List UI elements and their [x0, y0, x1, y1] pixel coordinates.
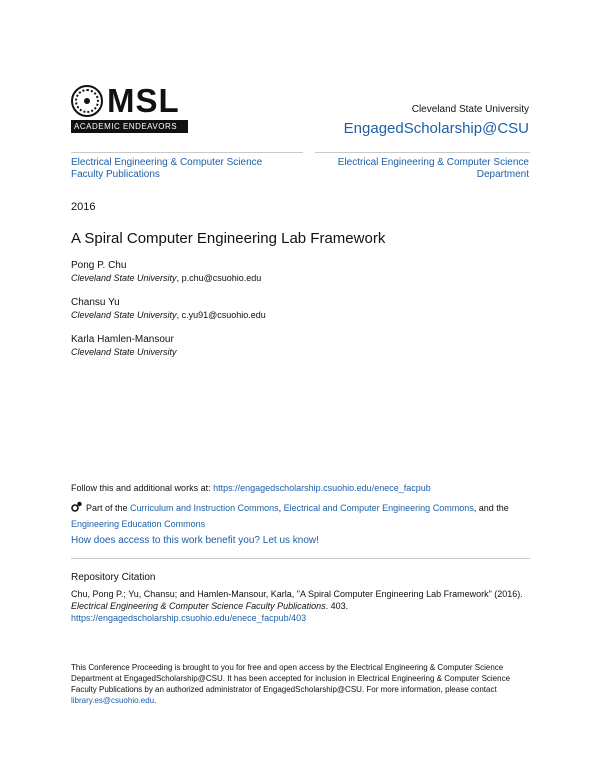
collection-link-right[interactable]: Electrical Engineering & Computer Science Department: [337, 157, 529, 180]
commons-link-curriculum[interactable]: Curriculum and Instruction Commons: [130, 503, 279, 513]
follow-line: [71, 480, 531, 496]
part-of-sep: ,: [278, 503, 284, 513]
citation-text: [71, 588, 531, 624]
divider-left: [71, 152, 303, 153]
author-email[interactable]: , p.chu@csuohio.edu: [176, 273, 262, 283]
commons-link-ece[interactable]: Electrical and Computer Engineering Commons: [283, 503, 474, 513]
author-block: [71, 259, 261, 285]
author-affiliation: [71, 346, 177, 359]
publication-year: 2016: [71, 201, 96, 213]
paper-title: A Spiral Computer Engineering Lab Framework: [71, 230, 386, 247]
author-name: Pong P. Chu: [71, 260, 127, 271]
citation-number: . 403.: [325, 601, 349, 611]
author-email[interactable]: , c.yu91@csuohio.edu: [176, 310, 266, 320]
part-of-line: [71, 500, 531, 532]
divider-citation: [71, 558, 530, 559]
repository-link[interactable]: EngagedScholarship@CSU: [343, 120, 529, 137]
author-name: Karla Hamlen-Mansour: [71, 334, 174, 345]
access-note-text: This Conference Proceeding is brought to you for free and open access by the Electrical Engineering & Computer Science Department at EngagedScholarship@CSU. It has been accepted for inclusion in Electrical Engineering & Computer Science Faculty Publications by an authorized administrator of EngagedScholarship@CSU. For more information, please contact: [71, 663, 511, 694]
author-institution: Cleveland State University: [71, 273, 177, 283]
share-icon: [71, 501, 83, 512]
author-institution: Cleveland State University: [71, 310, 177, 320]
access-note: [71, 662, 531, 706]
logo-mark: MSL: [107, 82, 180, 119]
citation-link[interactable]: https://engagedscholarship.csuohio.edu/enece_facpub/403: [71, 613, 307, 623]
access-note-end: .: [154, 696, 157, 705]
author-affiliation: [71, 272, 261, 285]
author-block: [71, 296, 266, 322]
part-of-sep: , and the: [473, 503, 509, 513]
author-block: [71, 333, 177, 359]
contact-email-link[interactable]: library.es@csuohio.edu: [71, 696, 155, 705]
author-institution: Cleveland State University: [71, 347, 177, 357]
collection-link-left[interactable]: Electrical Engineering & Computer Science Faculty Publications: [71, 157, 263, 180]
commons-link-engineering-education[interactable]: Engineering Education Commons: [71, 519, 206, 529]
citation-heading: Repository Citation: [71, 572, 156, 583]
msl-logo: [71, 84, 188, 136]
follow-text: Follow this and additional works at:: [71, 483, 214, 493]
logo-tagline: ACADEMIC ENDEAVORS: [71, 120, 188, 133]
author-name: Chansu Yu: [71, 297, 120, 308]
divider-right: [315, 152, 530, 153]
author-affiliation: [71, 309, 266, 322]
feedback-link[interactable]: How does access to this work benefit you? Let us know!: [71, 535, 319, 546]
citation-authors: Chu, Pong P.; Yu, Chansu; and Hamlen-Mansour, Karla, "A Spiral Computer Engineering Lab Framework" (2016).: [71, 589, 523, 599]
citation-series: Electrical Engineering & Computer Science Faculty Publications: [71, 601, 326, 611]
university-seal-icon: [71, 85, 103, 117]
university-name: Cleveland State University: [411, 104, 529, 115]
part-of-prefix: Part of the: [86, 503, 131, 513]
follow-link[interactable]: https://engagedscholarship.csuohio.edu/enece_facpub: [213, 483, 431, 493]
